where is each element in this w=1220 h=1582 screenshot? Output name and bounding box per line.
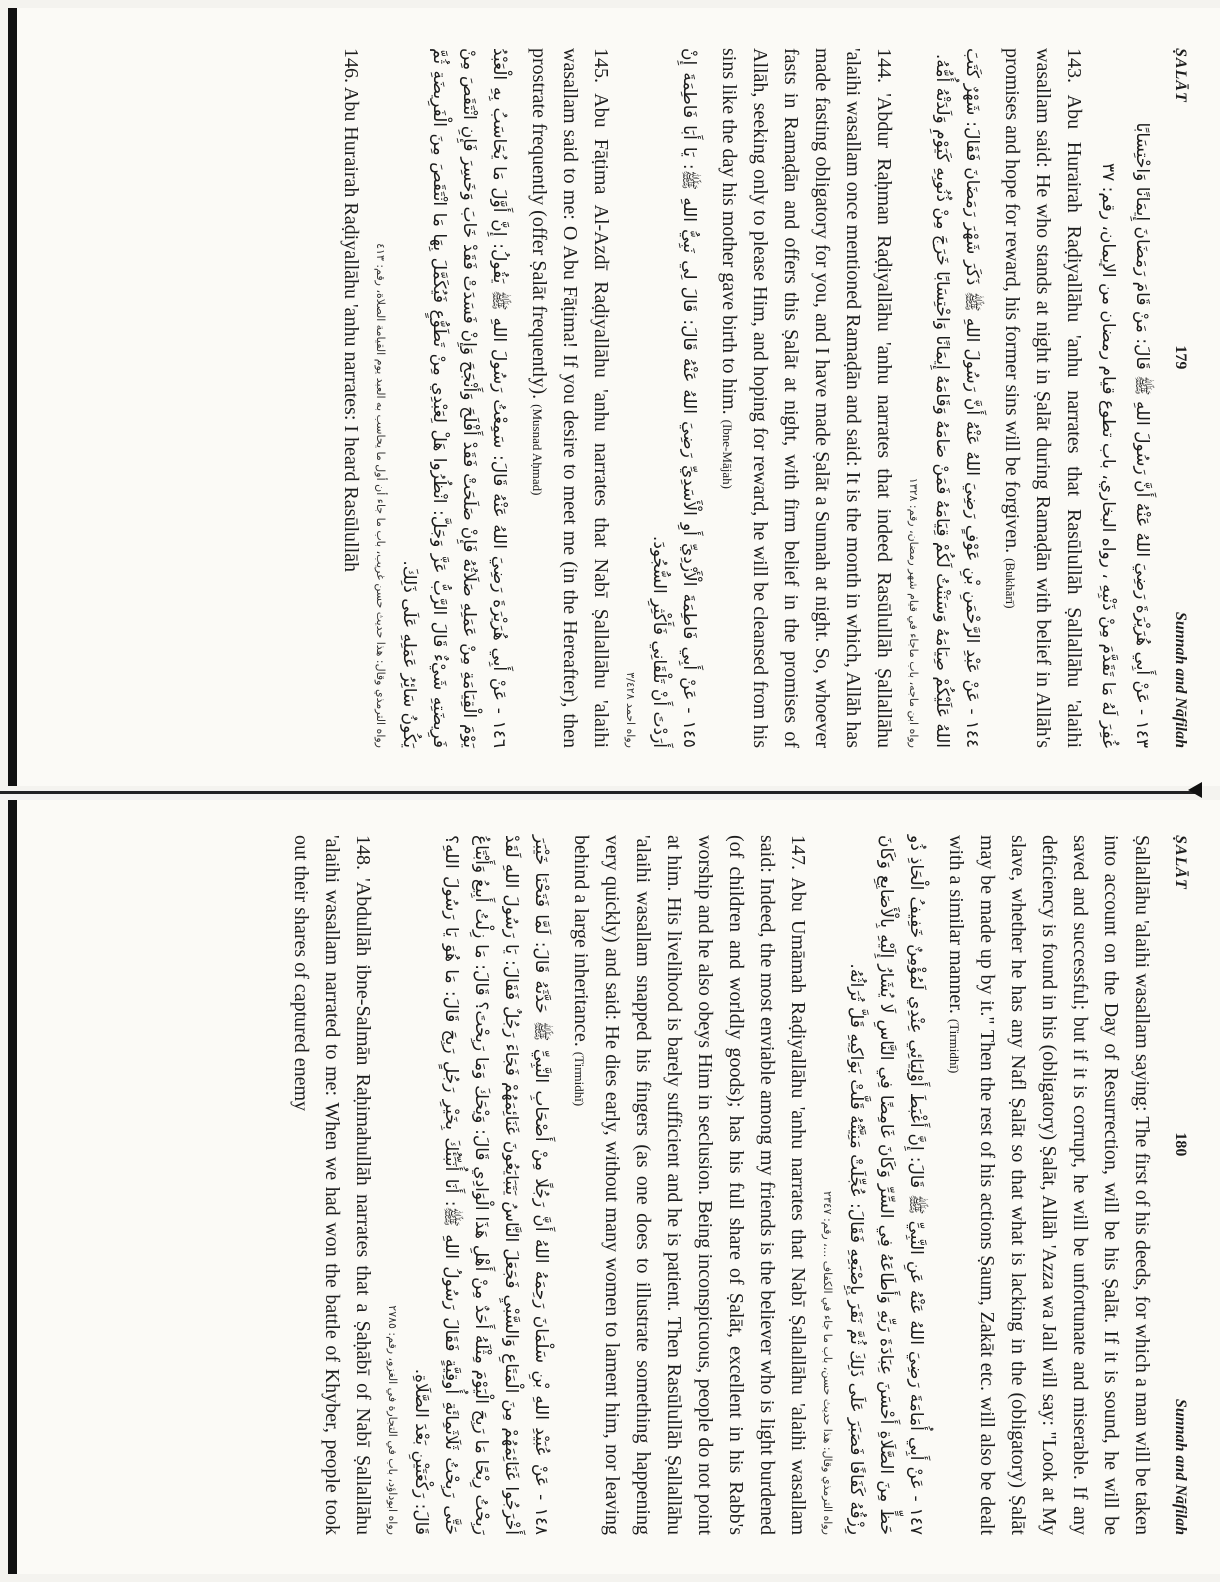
- hadith-143-text: 143. Abu Hurairah Raḍiyallāhu 'anhu narrates that Rasūlullāh Ṣallallāhu 'alaihi wasallam said: He who stands at night in Ṣalāt during Ramaḍān with belief in Allāh's promises and hope for reward, his former sins will be forgiven.: [1001, 48, 1085, 748]
- page-179-number: 179: [1172, 345, 1189, 370]
- hadith-144-text: 144. 'Abdur Raḥman Raḍiyallāhu 'anhu narrates that indeed Rasūlullāh Ṣallallāhu 'alaihi wasallam once mentioned Ramaḍān and said: It is the month in which, Allāh has made fasting obligatory for you, and I have made Ṣalāt a Sunnah at night. So, whoever fasts in Ramaḍān and offers this Ṣalāt at night, with firm belief in the promises of Allāh, seeking only to please Him, and hoping for reward, he will be cleansed from his sins like the day his mother gave birth to him.: [718, 48, 895, 748]
- hadith-145-text: 145. Abu Fāṭima Al-Azdī Raḍiyallāhu 'anhu narrates that Nabī Ṣallallāhu 'alaihi wasallam said to me: O Abu Fāṭima! If you desire to meet me (in the Hereafter), then prostrate frequently (offer Ṣalāt frequently).: [528, 48, 612, 748]
- page-180-book-title: Sunnah and Nāfilah: [1172, 1398, 1189, 1535]
- hadith-147-arabic-source: رواه الترمذي وقال: هذا حديث حسن، باب ما جاء في الكفاف ...، رقم: ٢٣٤٧: [821, 1190, 834, 1535]
- hadith-145-arabic-source: رواه احمد ٣/٤٢٨: [624, 672, 637, 748]
- hadith-146-source: (Tirmidhī): [947, 1018, 962, 1074]
- page-180-content: [69, 835, 1189, 1535]
- page-179-section-title: ṢALĀT: [1172, 48, 1189, 103]
- page-180-section-title: ṢALĀT: [1172, 835, 1189, 890]
- hadith-146-english: [335, 48, 366, 748]
- hadith-148-english: [285, 835, 378, 1535]
- hadith-146-continuation-text: Ṣallallāhu 'alaihi wasallam saying: The first of his deeds, for which a man will be taken into account on the Day of Resurrection, will be his Ṣalāt. If it is sound, he will be saved and successful; but if it is corrupt, he will be unfortunate and miserable. If any deficiency is found in his (obligatory) Ṣalāt, Allāh 'Azza wa Jall will say: "Look at My slave, whether he has any Nafl Ṣalāt so that what is lacking in the (obligatory) Ṣalāt may be made up by it." Then the rest of his actions Ṣaum, Zakāt etc. will also be dealt with a similar manner.: [945, 835, 1153, 1535]
- gutter-arrow-mark: [1188, 782, 1202, 798]
- hadith-143-arabic-start: ١٤٣ - عَنْ أَبِي هُرَيْرَةَ رَضِيَ اللهُ عَنْهُ أَنَّ رَسُولَ اللهِ ﷺ قَالَ: مَنْ قَامَ رَمَضَانَ إِيمَانًا وَاحْتِسَابًا: [1132, 122, 1152, 748]
- hadith-144-arabic: ١٤٤ - عَنْ عَبْدِ الرَّحْمَنِ بْنِ عَوْفٍ رَضِيَ اللهُ عَنْهُ أَنَّ رَسُولَ اللهِ ﷺ ذَكَرَ شَهْرَ رَمَضَانَ فَقَالَ: شَهْرٌ كَتَبَ اللهُ عَلَيْكُمْ صِيَامَهُ وَسَنَنْتُ لَكُمْ قِيَامَهُ فَمَنْ صَامَهُ وَقَامَهُ إِيمَانًا وَاحْتِسَابًا خَرَجَ مِنْ ذُنُوبِهِ كَيَوْمِ وَلَدَتْهُ أُمُّهُ.: [932, 48, 982, 748]
- page-179: [8, 8, 1220, 786]
- page-179-book-title: Sunnah and Nāfilah: [1172, 611, 1189, 748]
- hadith-144-arabic-source: رواه ابن ماجه، باب ماجاء في قيام شهر رمضان، رقم: ١٣٢٨: [907, 477, 920, 748]
- hadith-145-arabic: ١٤٥ - عَنْ أَبِي فَاطِمَةَ الْأَزْدِيِّ أَوِ الْأَسَدِيِّ رَضِيَ اللهُ عَنْهُ قَالَ: قَالَ لِي نَبِيُّ اللهِ ﷺ: يَا أَبَا فَاطِمَةَ إِنْ أَرَدْتَ أَنْ تَلْقَانِي فَأَكْثِرِ السُّجُودَ.: [649, 48, 699, 748]
- page-180: [8, 800, 1220, 1574]
- hadith-146-arabic-source: رواه الترمذي وقال: هذا حديث حسن غريب، باب ما جاء أن أول ما يحاسب به العبد يوم القيامة الصلاة، رقم: ٤١٣: [374, 243, 387, 748]
- hadith-148-arabic: ١٤٨ - عَنْ عُبَيْدِ اللهِ بْنِ سَلْمَانَ رَحِمَهُ اللهُ أَنَّ رَجُلًا مِنْ أَصْحَابِ النَّبِيِّ ﷺ حَدَّثَهُ قَالَ: لَمَّا فَتَحْنَا خَيْبَرَ أَخْرَجُوا غَنَائِمَهُمْ مِنَ الْمَتَاعِ وَالسَّبْيِ فَجَعَلَ النَّاسُ يَتَبَايَعُونَ غَنَائِمَهُمْ فَجَاءَ رَجُلٌ فَقَالَ: يَا رَسُولَ اللهِ لَقَدْ رَبِحْتُ رِبْحًا مَا رَبِحَ الْيَوْمَ مِثْلَهُ أَحَدٌ مِنْ أَهْلِ هَذَا الْوَادِي قَالَ: وَيْحَكَ وَمَا رَبِحْتَ؟ قَالَ: مَا زِلْتُ أَبِيعُ وَأَبْتَاعُ حَتَّى رَبِحْتُ ثَلَاثَمِائَةِ أُوقِيَّةٍ فَقَالَ رَسُولُ اللهِ ﷺ: أَنَا أُنَبِّئُكَ بِخَيْرِ رَجُلٍ رَبِحَ قَالَ: مَا هُوَ يَا رَسُولَ اللهِ؟ قَالَ: رَكْعَتَيْنِ بَعْدَ الصَّلَاةِ.: [411, 835, 551, 1535]
- page-179-content: [69, 48, 1189, 748]
- hadith-143-arabic-end: غُفِرَ لَهُ مَا تَقَدَّمَ مِنْ ذَنْبِهِ ، رواه البخاري، باب تطوع قيام رمضان من الإيمان، رقم: ٣٧: [1098, 162, 1118, 748]
- hadith-145-source: (Musnad Aḥmad): [530, 404, 545, 496]
- hadith-147-source: (Tirmidhī): [572, 1051, 587, 1107]
- hadith-147-text: 147. Abu Umāmah Raḍiyallāhu 'anhu narrates that Nabī Ṣallallāhu 'alaihi wasallam said: Indeed, the most enviable among my friends is the believer who is light burdened (of children and worldly goods); has his full share of Ṣalāt, excellent in his Rabb's worship and he also obeys Him in seclusion. Being inconspicuous, people do not point at him. His livelihood is barely sufficient and he is patient. Then Rasūlullāh Ṣallallāhu 'alaihi wasallam snapped his fingers (as one does to illustrate something happening very quickly) and said: He dies early, without many women to lament him, nor leaving behind a large inheritance.: [570, 835, 809, 1535]
- hadith-143-english: [995, 48, 1089, 748]
- hadith-146-text: 146. Abu Hurairah Raḍiyallāhu 'anhu narrates: I heard Rasūlullāh: [340, 48, 362, 573]
- hadith-145-english: [522, 48, 616, 748]
- page-179-header: [1171, 48, 1189, 748]
- hadith-144-english: [712, 48, 899, 748]
- hadith-147-english: [564, 835, 813, 1535]
- hadith-146-continuation: [939, 835, 1157, 1535]
- hadith-147-arabic: ١٤٧ - عَنْ أَبِي أُمَامَةَ رَضِيَ اللهُ عَنْهُ عَنِ النَّبِيِّ ﷺ قَالَ: إِنَّ أَغْبَطَ أَوْلِيَائِي عِنْدِي لَمُؤْمِنٌ خَفِيفُ الْحَاذِ ذُو حَظٍّ مِنَ الصَّلَاةِ أَحْسَنَ عِبَادَةَ رَبِّهِ وَأَطَاعَهُ فِي السِّرِّ وَكَانَ غَامِضًا فِي النَّاسِ لَا يُشَارُ إِلَيْهِ بِالْأَصَابِعِ وَكَانَ رِزْقُهُ كَفَافًا فَصَبَرَ عَلَى ذَلِكَ ثُمَّ نَقَرَ بِإِصْبَعِهِ فَقَالَ: عُجِّلَتْ مَنِيَّتُهُ قَلَّتْ بَوَاكِيهِ قَلَّ تُرَاثُهُ.: [846, 835, 926, 1535]
- hadith-146-arabic: ١٤٦ - عَنْ أَبِي هُرَيْرَةَ رَضِيَ اللهُ عَنْهُ قَالَ: سَمِعْتُ رَسُولَ اللهِ ﷺ يَقُولُ: إِنَّ أَوَّلَ مَا يُحَاسَبُ بِهِ الْعَبْدُ يَوْمَ الْقِيَامَةِ مِنْ عَمَلِهِ صَلَاتُهُ فَإِنْ صَلَحَتْ فَقَدْ أَفْلَحَ وَأَنْجَحَ وَإِنْ فَسَدَتْ فَقَدْ خَابَ وَخَسِرَ فَإِنِ انْتَقَصَ مِنْ فَرِيضَتِهِ شَيْءٌ قَالَ الرَّبُّ عَزَّ وَجَلَّ: انْظُرُوا هَلْ لِعَبْدِي مِنْ تَطَوُّعٍ فَيُكَمَّلَ بِهَا مَا انْتَقَصَ مِنَ الْفَرِيضَةِ ثُمَّ يَكُونُ سَائِرُ عَمَلِهِ عَلَى ذَلِكَ.: [399, 48, 509, 748]
- hadith-148-arabic-source: رواه ابوداؤد، باب في التجارة في الغزو، رقم: ٢٧٨٥: [386, 1305, 399, 1535]
- page-gutter-line: [0, 791, 1200, 794]
- hadith-148-text: 148. 'Abdullāh ibne-Salmān Raḥimahullāh narrates that a Ṣaḥābī of Nabī Ṣallallāhu 'alaihi wasallam narrated to me: When we had won the battle of Khyber, people took out their shares of captured enemy: [290, 835, 374, 1535]
- page-180-header: [1171, 835, 1189, 1535]
- hadith-144-source: (Ibne-Mājah): [720, 419, 735, 489]
- page-180-number: 180: [1172, 1132, 1189, 1157]
- hadith-143-source: (Bukhārī): [1003, 558, 1018, 609]
